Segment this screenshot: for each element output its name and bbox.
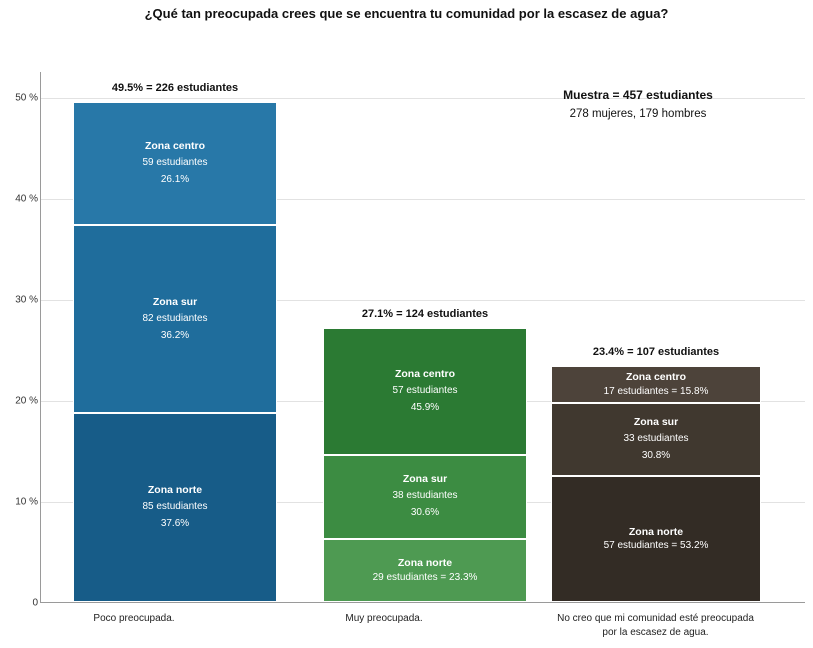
segment-count-label: 33 estudiantes [623,432,689,444]
segment-percent-label: 45.9% [410,401,440,413]
y-tick-label-10: 10 % [15,496,38,508]
segment-count-label: 57 estudiantes [392,384,458,396]
y-tick-label-20: 20 % [15,395,38,407]
group-total-label-1: 49.5% = 226 estudiantes [111,81,239,94]
bar-group-poco-preocupada[interactable] [73,81,277,602]
sample-size-text: Muestra = 457 estudiantes [563,88,713,102]
y-tick-label-50: 50 % [15,92,38,103]
segment-zone-label: Zona centro [144,139,206,152]
group-total-label-2: 27.1% = 124 estudiantes [361,308,489,320]
segment-count-label: 82 estudiantes [142,312,208,324]
segment-muy-zona-norte[interactable] [323,539,527,602]
y-tick-label-30: 30 % [15,294,38,306]
chart-title: ¿Qué tan preocupada crees que se encuentra tu comunidad por la escasez de agua? [144,6,669,21]
y-tick-label-40: 40 % [15,193,38,205]
segment-count-label: 57 estudiantes = 53.2% [603,540,709,552]
x-tick-label-3 [518,612,793,639]
segment-poco-zona-sur[interactable] [73,225,277,413]
segment-nocreo-zona-norte[interactable] [551,476,761,602]
segment-percent-label: 37.6% [160,518,190,530]
x-tick-label-2 [304,612,464,626]
segment-zone-label: Zona centro [394,367,456,380]
segment-zone-label: Zona sur [633,415,679,428]
segment-count-label: 85 estudiantes [142,501,208,513]
y-tick-label-0: 0 [32,597,38,609]
segment-muy-zona-centro[interactable] [323,328,527,455]
segment-zone-label: Zona norte [628,525,684,538]
group-total-label-3: 23.4% = 107 estudiantes [592,345,720,358]
segment-zone-label: Zona sur [152,295,198,308]
segment-count-label: 17 estudiantes = 15.8% [603,385,709,397]
segment-zone-label: Zona centro [625,370,687,383]
x-tick-line2: por la escasez de agua. [602,626,709,638]
x-tick-line1: Poco preocupada. [93,613,175,624]
segment-percent-label: 30.8% [641,449,671,461]
x-tick-line1: No creo que mi comunidad esté preocupada [557,613,754,624]
segment-percent-label: 26.1% [160,174,190,186]
plot-area [40,72,805,603]
segment-count-label: 38 estudiantes [392,490,458,502]
segment-count-label: 59 estudiantes [142,157,208,169]
segment-count-label: 29 estudiantes = 23.3% [372,571,478,583]
segment-percent-label: 30.6% [410,507,440,519]
bar-group-no-creo[interactable] [551,345,761,603]
y-axis [0,72,38,609]
segment-poco-zona-centro[interactable] [73,102,277,225]
bar-group-muy-preocupada[interactable] [323,308,527,602]
x-tick-line1: Muy preocupada. [345,613,423,624]
sample-annotation [493,86,783,124]
segment-zone-label: Zona sur [402,473,448,486]
segment-nocreo-zona-centro[interactable] [551,366,761,403]
segment-zone-label: Zona norte [397,557,453,570]
segment-muy-zona-sur[interactable] [323,455,527,539]
segment-zone-label: Zona norte [147,484,203,497]
sample-breakdown-text: 278 mujeres, 179 hombres [569,108,707,121]
segment-nocreo-zona-sur[interactable] [551,403,761,476]
segment-percent-label: 36.2% [160,329,190,341]
x-tick-label-1 [54,612,214,626]
segment-poco-zona-norte[interactable] [73,413,277,602]
